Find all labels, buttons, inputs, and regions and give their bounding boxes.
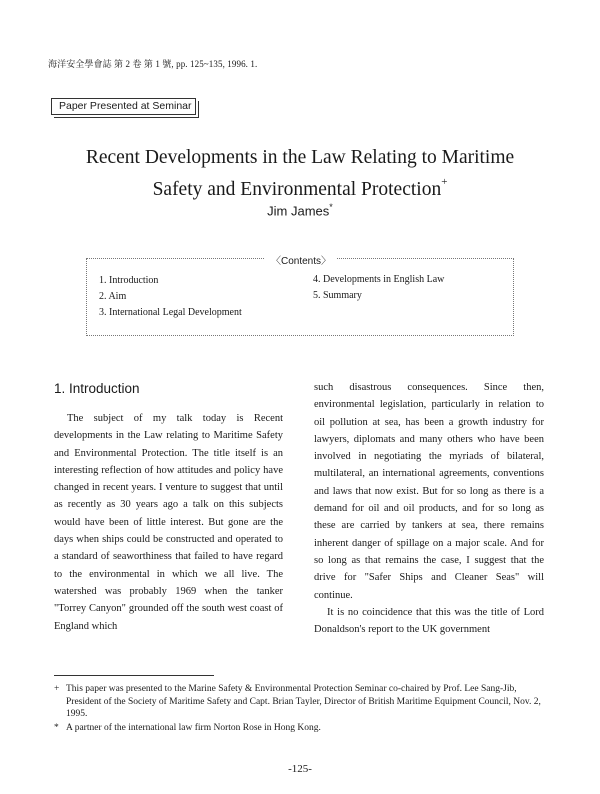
body-paragraph: The subject of my talk today is Recent developments in the Law relating to Maritime Safety and Environmental Protection. The title itself is an interesting reflection of how attitudes and policy have changed in recent years. I venture to suggest that until as recently as 30 years ago a talk on this subjects would have been of little interest. But gone are the days when ships could be constructed and operated to a standard of seaworthiness that failed to have regard to the environmental in which we all live. The watershed was probably 1969 when the tanker "Torrey Canyon" grounded off the south west coast of England which [54, 413, 283, 632]
toc-item-developments-english-law: 4. Developments in English Law [313, 274, 445, 285]
footnote-mark: + [54, 684, 60, 694]
toc-item-summary: 5. Summary [313, 290, 362, 301]
title-line-2: Safety and Environmental Protection [152, 179, 442, 200]
contents-box [86, 258, 514, 336]
toc-item-aim: 2. Aim [99, 291, 127, 302]
footnote-author [54, 722, 546, 735]
author-name: Jim James [267, 203, 330, 219]
toc-item-introduction: 1. Introduction [99, 275, 159, 286]
body-paragraph-continued: such disastrous consequences. Since then, environmental legislation, particularly in relation to oil pollution at sea, has been a growth industry for lawyers, diplomats and many others who have been involved in negotiating the myriads of bilateral, multilateral, an international agreements, conventions and laws that now exist. But for so long as there is a demand for oil and oil products, and for so long as these are carried by tankers at sea, there remains inherent danger of spillage on a major scale. And for so long as that remains the case, I suggest that the drive for "Safer Ships and Cleaner Seas" will continue. [314, 382, 544, 601]
footnote-text: This paper was presented to the Marine Safety & Environmental Protection Seminar co-chaired by Prof. Lee Sang-Jib, President of the Society of Maritime Safety and Capt. Brian Tayler, Director of British Maritime Equipment Council, Nov. 2, 1995. [66, 684, 541, 719]
paper-title [0, 145, 600, 202]
footnote-divider [54, 675, 214, 676]
contents-heading: 〈Contents〉 [87, 252, 515, 267]
section-heading-introduction: 1. Introduction [54, 381, 140, 396]
page-number: -125- [288, 763, 312, 775]
body-column-right [314, 379, 544, 638]
journal-citation-header: 海洋安全學會誌 第 2 卷 第 1 號, pp. 125~135, 1996. 1. [48, 59, 258, 69]
toc-item-international-legal-development: 3. International Legal Development [99, 307, 242, 318]
author [0, 202, 600, 218]
footnote-text: A partner of the international law firm Norton Rose in Hong Kong. [66, 723, 321, 733]
title-footnote-mark: + [441, 176, 448, 188]
author-footnote-mark: * [329, 202, 333, 212]
seminar-label-box [51, 98, 196, 115]
body-paragraph: It is no coincidence that this was the title of Lord Donaldson's report to the UK government [314, 606, 544, 636]
title-line-1: Recent Developments in the Law Relating to Maritime [85, 147, 515, 168]
body-column-left [54, 410, 283, 635]
footnote-seminar [54, 683, 546, 721]
seminar-label: Paper Presented at Seminar [59, 100, 192, 112]
footnote-mark: * [54, 723, 59, 733]
